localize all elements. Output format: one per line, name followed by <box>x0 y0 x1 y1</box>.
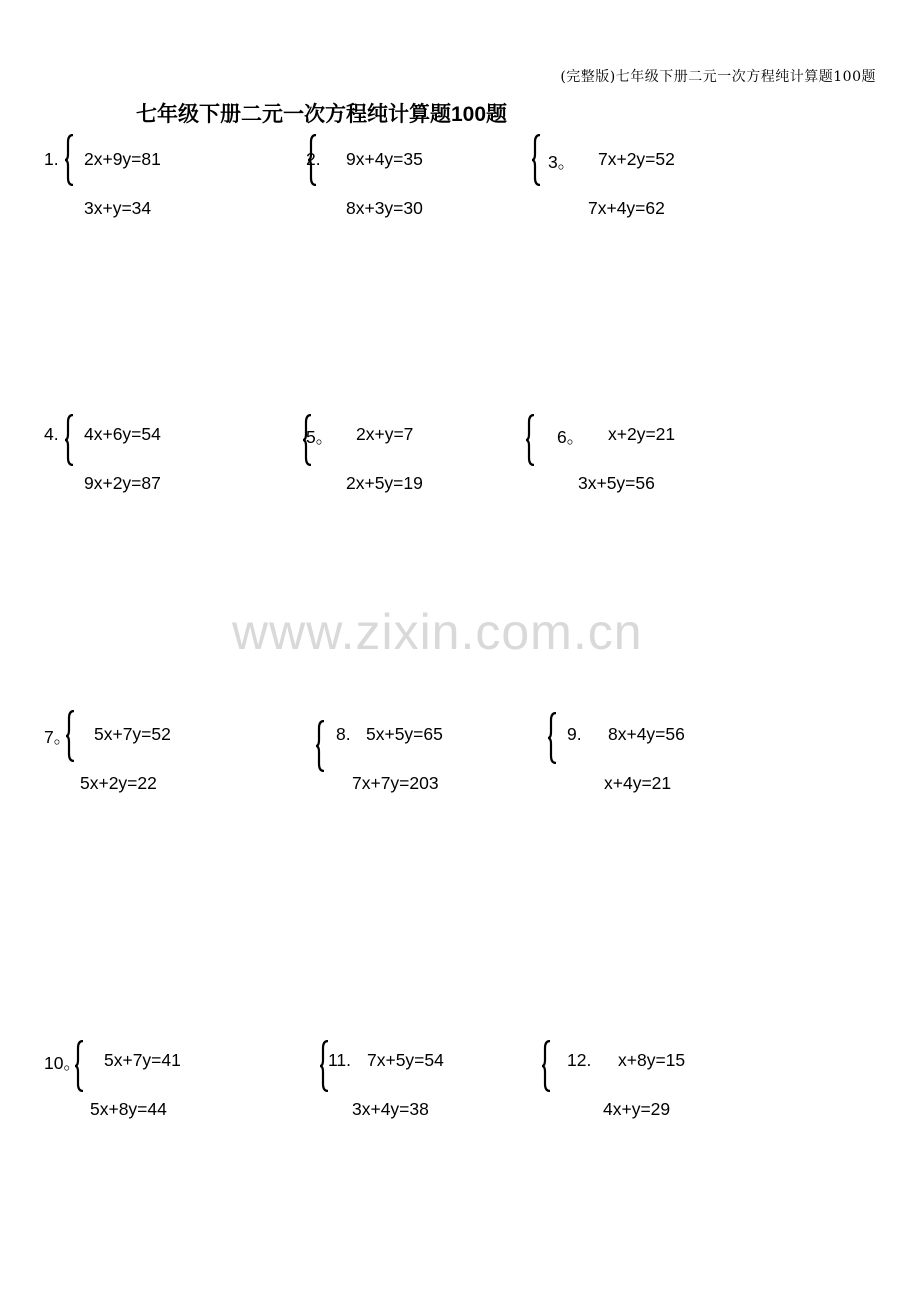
equation-1: 7x+5y=54 <box>367 1050 444 1070</box>
equation-1: x+2y=21 <box>608 424 676 444</box>
equation-2: 3x+y=34 <box>84 198 152 218</box>
problem-number: 5。 <box>306 427 334 447</box>
problem-number: 4. <box>44 424 59 444</box>
equation-2: 8x+3y=30 <box>346 198 423 218</box>
left-brace-icon <box>66 710 75 762</box>
left-brace-icon <box>65 414 74 466</box>
equation-2: 5x+2y=22 <box>80 773 157 793</box>
left-brace-icon <box>303 414 312 466</box>
problem-number: 7。 <box>44 727 72 747</box>
left-brace-icon <box>548 712 557 764</box>
left-brace-icon <box>65 134 74 186</box>
left-brace-icon <box>542 1040 551 1092</box>
equation-1: 4x+6y=54 <box>84 424 161 444</box>
problem-number: 10。 <box>44 1053 81 1073</box>
equation-1: 5x+5y=65 <box>366 724 443 744</box>
equation-2: 4x+y=29 <box>603 1099 671 1119</box>
equation-2: 7x+4y=62 <box>588 198 665 218</box>
page-header-note: (完整版)七年级下册二元一次方程纯计算题100题 <box>560 69 876 85</box>
equation-2: 7x+7y=203 <box>352 773 439 793</box>
equation-2: 3x+4y=38 <box>352 1099 429 1119</box>
equation-1: 5x+7y=41 <box>104 1050 181 1070</box>
problem-number: 11. <box>328 1050 352 1070</box>
equation-1: 7x+2y=52 <box>598 149 675 169</box>
left-brace-icon <box>532 134 541 186</box>
equation-1: 5x+7y=52 <box>94 724 171 744</box>
problem-number: 2. <box>306 149 321 169</box>
problem-number: 9. <box>567 724 582 744</box>
page-title: 七年级下册二元一次方程纯计算题100题 <box>136 103 508 126</box>
equation-2: 9x+2y=87 <box>84 473 161 493</box>
equation-1: 2x+9y=81 <box>84 149 161 169</box>
equation-1: x+8y=15 <box>618 1050 686 1070</box>
equation-2: 2x+5y=19 <box>346 473 423 493</box>
equation-2: 3x+5y=56 <box>578 473 655 493</box>
problem-number: 3。 <box>548 152 576 172</box>
equation-1: 8x+4y=56 <box>608 724 685 744</box>
problem-number: 6。 <box>557 427 585 447</box>
equation-1: 9x+4y=35 <box>346 149 423 169</box>
problem-number: 12. <box>567 1050 592 1070</box>
left-brace-icon <box>316 720 325 772</box>
watermark: www.zixin.com.cn <box>232 604 643 660</box>
equation-1: 2x+y=7 <box>356 424 414 444</box>
left-brace-icon <box>75 1040 84 1092</box>
equation-2: x+4y=21 <box>604 773 672 793</box>
problem-number: 8. <box>336 724 351 744</box>
problem-number: 1. <box>44 149 59 169</box>
left-brace-icon <box>308 134 317 186</box>
equation-2: 5x+8y=44 <box>90 1099 167 1119</box>
left-brace-icon <box>526 414 535 466</box>
